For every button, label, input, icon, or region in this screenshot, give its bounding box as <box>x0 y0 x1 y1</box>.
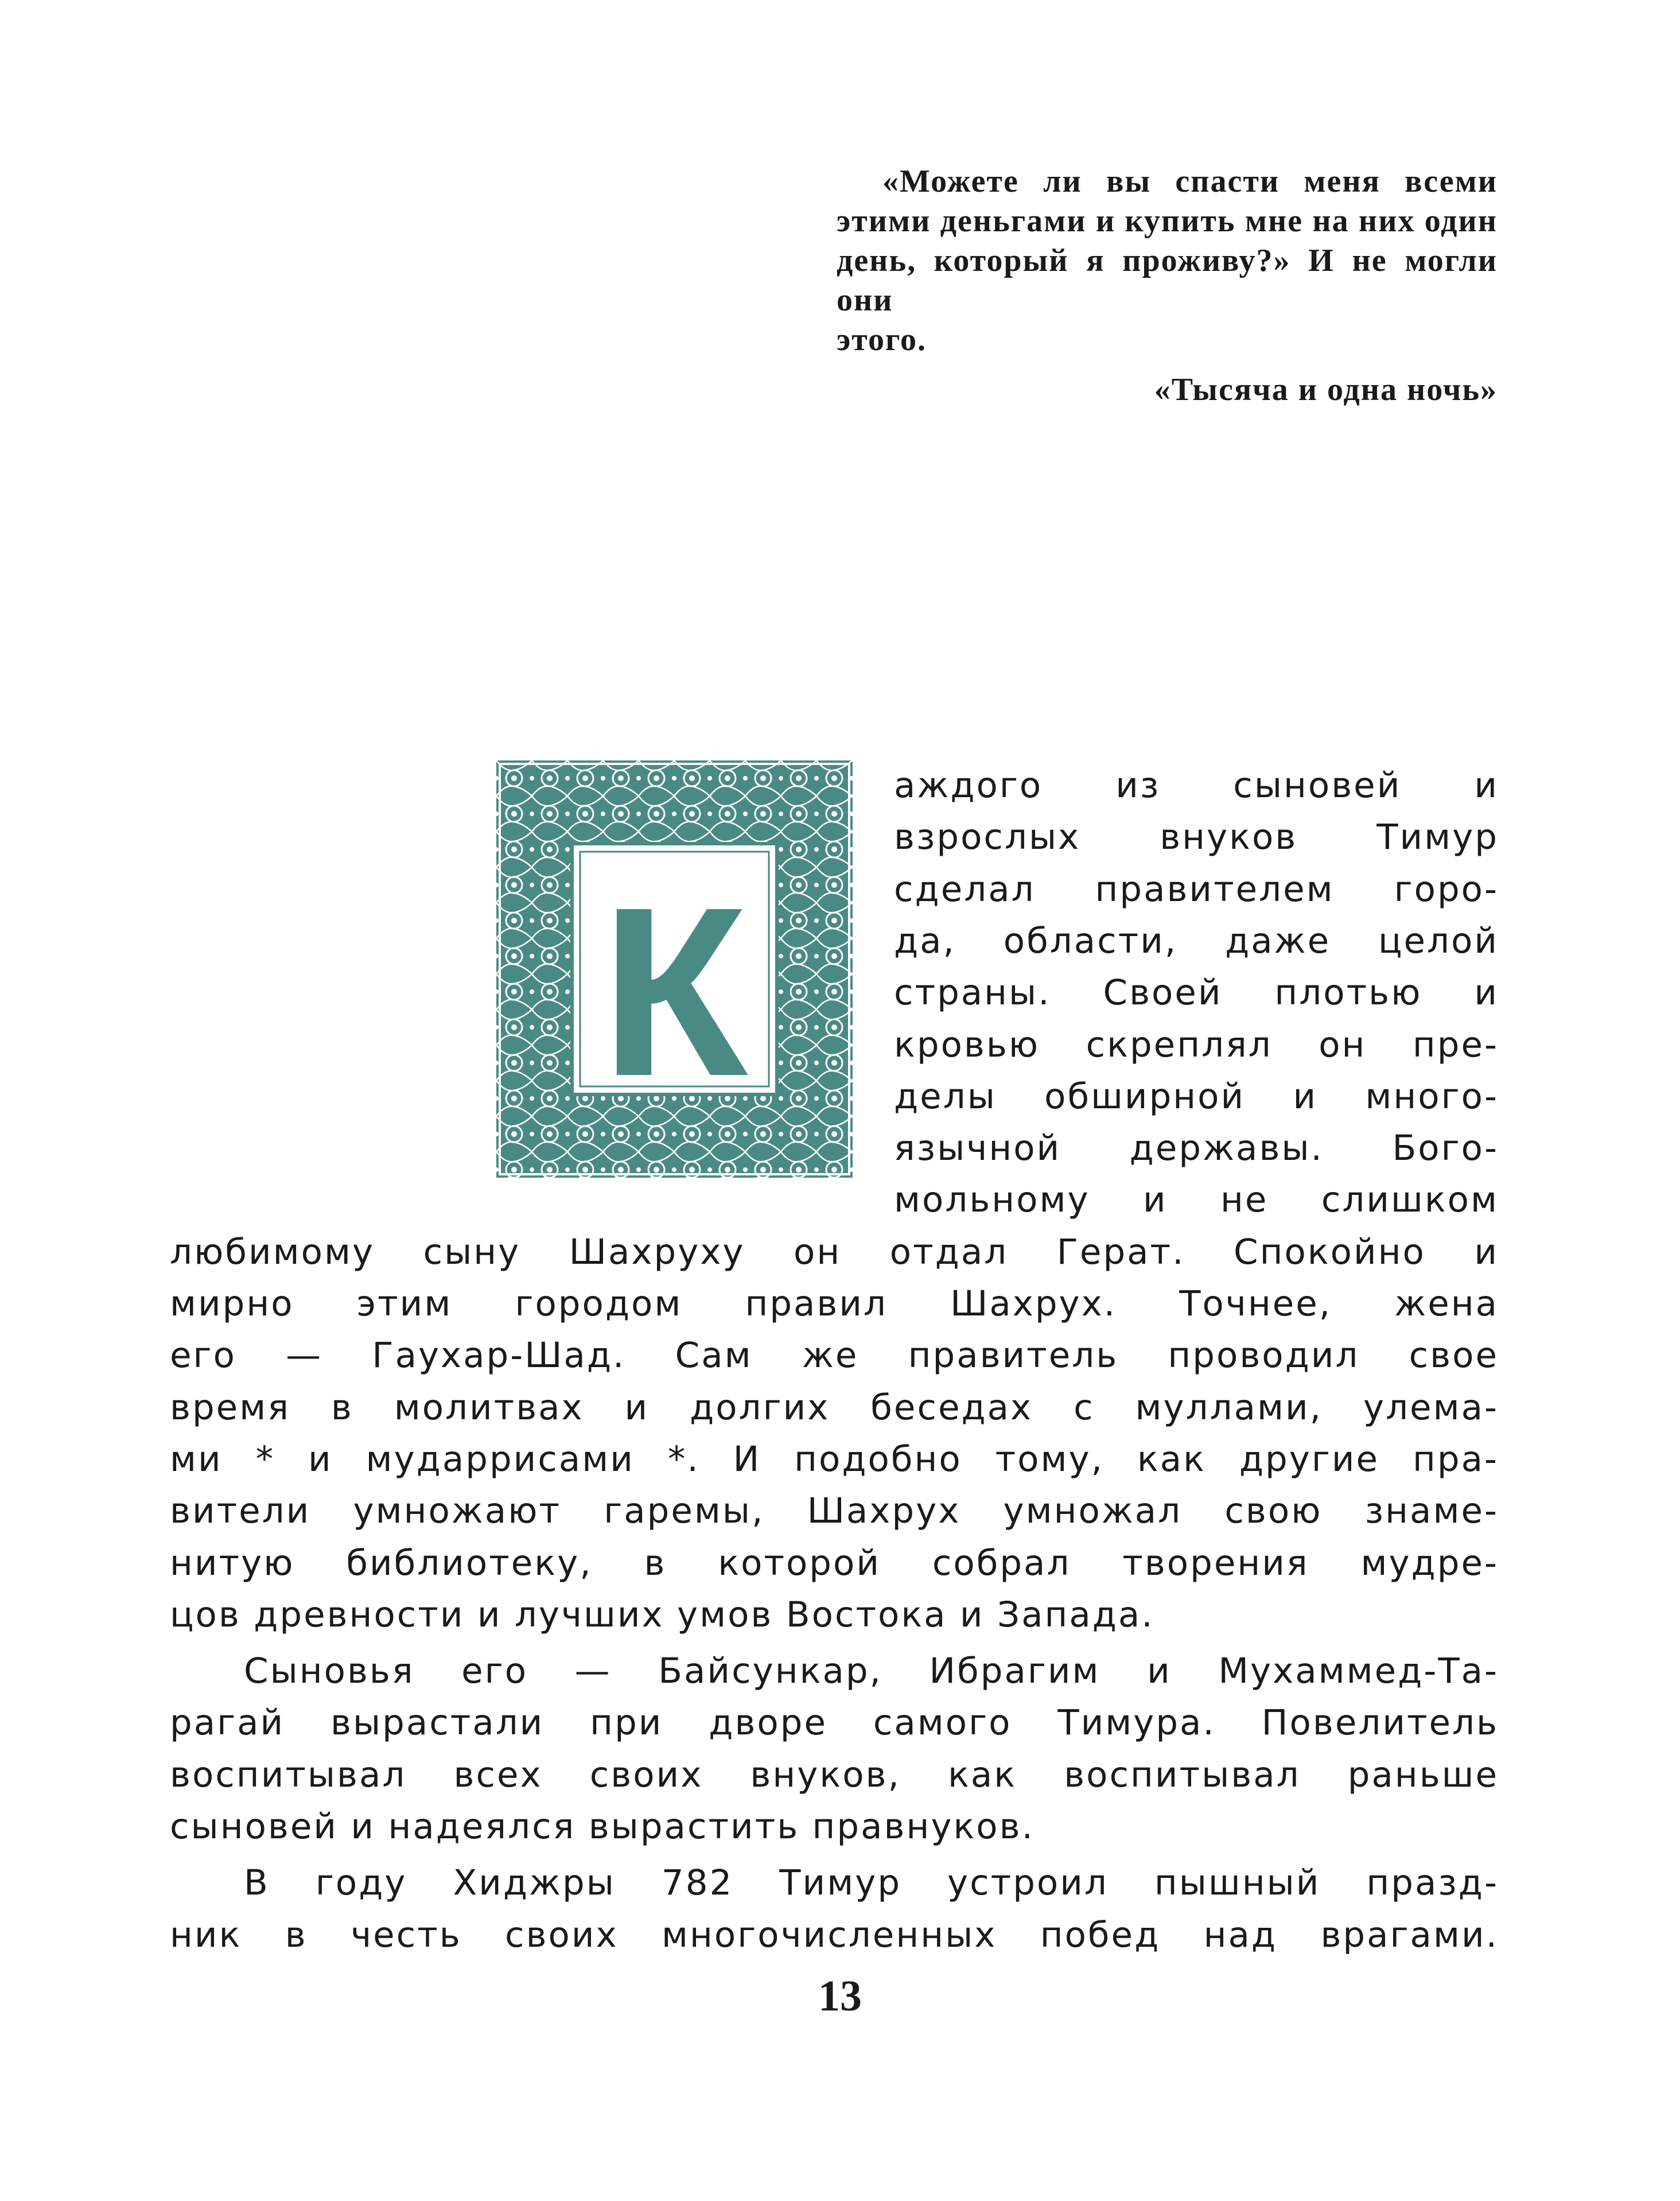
drop-cap-letter: К <box>600 857 748 1127</box>
body-line: кровью скреплял он пре- <box>894 1024 1499 1065</box>
body-line: рагай вырастали при дворе самого Тимура. Повелитель <box>170 1702 1499 1744</box>
epigraph-quote-end: этого. <box>837 322 927 358</box>
epigraph-source: «Тысяча и одна ночь» <box>1154 372 1498 407</box>
drop-cap-ornament <box>496 760 853 1178</box>
body-line: страны. Своей плотью и <box>894 972 1499 1014</box>
body-line: мольному и не слишком <box>894 1179 1499 1221</box>
body-line: сделал правителем горо- <box>894 868 1499 910</box>
body-line: сыновей и надеялся вырастить правнуков. <box>170 1806 1035 1847</box>
body-line: делы обширной и много- <box>894 1076 1499 1117</box>
body-line: В году Хиджры 782 Тимур устроил пышный празд- <box>244 1862 1499 1904</box>
body-line: нитую библиотеку, в которой собрал творения мудре- <box>170 1542 1499 1583</box>
body-line: Сыновья его — Байсункар, Ибрагим и Мухаммед-Та- <box>244 1651 1499 1692</box>
body-line: язычной державы. Бого- <box>894 1128 1499 1169</box>
body-line: любимому сыну Шахруху он отдал Герат. Спокойно и <box>170 1231 1499 1272</box>
body-line: воспитывал всех своих внуков, как воспитывал раньше <box>170 1754 1499 1795</box>
page-number: 13 <box>818 1972 862 2020</box>
body-line: мирно этим городом правил Шахрух. Точнее, жена <box>170 1283 1499 1324</box>
body-line: ми * и мударрисами *. И подобно тому, как другие пра- <box>170 1438 1499 1480</box>
body-line: взрослых внуков Тимур <box>894 817 1499 858</box>
body-line: ник в честь своих многочисленных побед над врагами. <box>170 1914 1499 1955</box>
body-line: цов древности и лучших умов Востока и Запада. <box>170 1594 1154 1635</box>
body-line: вители умножают гаремы, Шахрух умножал свою знаме- <box>170 1490 1499 1532</box>
epigraph <box>837 162 1498 410</box>
epigraph-quote <box>837 162 1498 360</box>
body-line: да, области, даже целой <box>894 920 1499 961</box>
epigraph-quote-text: «Можете ли вы спасти меня всеми этими деньгами и купить мне на них один день, который я проживу?» И не могли они <box>837 164 1498 318</box>
body-line: его — Гаухар-Шад. Сам же правитель проводил свое <box>170 1335 1499 1376</box>
body-line: аждого из сыновей и <box>894 765 1499 806</box>
body-line: время в молитвах и долгих беседах с муллами, улема- <box>170 1387 1499 1428</box>
